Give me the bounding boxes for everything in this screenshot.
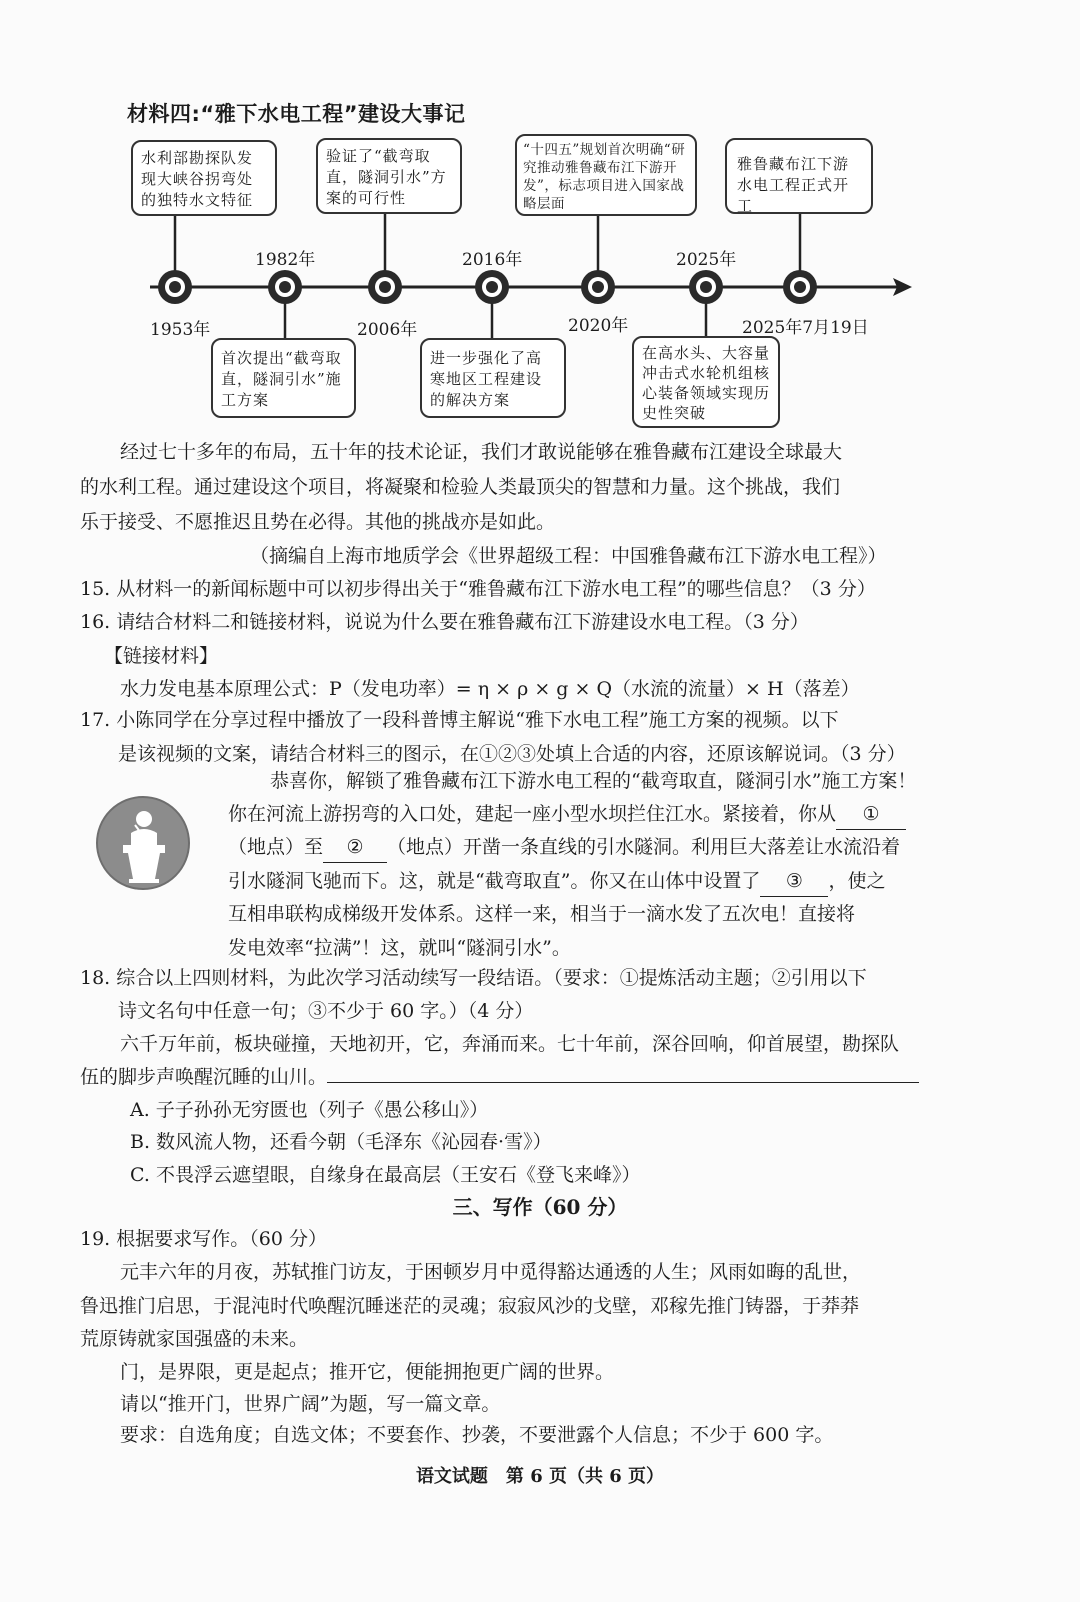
script-line-2: [228, 799, 906, 830]
blank-3[interactable]: ③: [760, 866, 828, 897]
node-2016: [475, 270, 509, 304]
blank-2[interactable]: ②: [323, 832, 387, 863]
event-box-20250719: 雅鲁藏布江下游水电工程正式开工: [725, 138, 873, 214]
question-19: 19. 根据要求写作。（60 分）: [80, 1228, 327, 1250]
event-box-2025: 在高水头、大容量冲击式水轮机组核心装备领域实现历史性突破: [632, 336, 780, 428]
script-line-3-text-a: （地点）至: [228, 836, 324, 858]
question-18-prompt-2: [80, 1062, 919, 1092]
node-20250719: [783, 270, 817, 304]
passage-line-2: 的水利工程。通过建设这个项目，将凝聚和检验人类最顶尖的智慧和力量。这个挑战，我们: [80, 476, 841, 498]
node-2006: [368, 270, 402, 304]
question-15: 15. 从材料一的新闻标题中可以初步得出关于“雅鲁藏布江下游水电工程”的哪些信息？（3 分）: [80, 578, 876, 600]
year-label-2020: 2020年: [568, 316, 629, 336]
script-line-4-text-b: ，使之: [828, 870, 886, 892]
option-a: A. 子子孙孙无穷匮也（列子《愚公移山》）: [130, 1099, 489, 1121]
question-16: 16. 请结合材料二和链接材料，说说为什么要在雅鲁藏布江下游建设水电工程。（3 分）: [80, 611, 809, 633]
event-box-1953: 水利部勘探队发现大峡谷拐弯处的独特水文特征: [131, 140, 277, 216]
node-2020: [581, 270, 615, 304]
question-18-prompt-2-text: 伍的脚步声唤醒沉睡的山川。: [80, 1066, 328, 1088]
passage-line-1: 经过七十多年的布局，五十年的技术论证，我们才敢说能够在雅鲁藏布江建设全球最大: [120, 441, 843, 463]
script-line-3: [228, 832, 900, 863]
answer-line[interactable]: [327, 1082, 919, 1083]
event-box-1982: 首次提出“截弯取直，隧洞引水”施工方案: [211, 338, 356, 418]
script-line-6: 发电效率“拉满”！这，就叫“隧洞引水”。: [228, 937, 571, 959]
q19-para-1-line-3: 荒原铸就家国强盛的未来。: [80, 1328, 309, 1350]
option-b: B. 数风流人物，还看今朝（毛泽东《沁园春·雪》）: [130, 1131, 552, 1153]
question-17-line-1: 17. 小陈同学在分享过程中播放了一段科普博主解说“雅下水电工程”施工方案的视频。以下: [80, 709, 839, 731]
q19-para-1-line-2: 鲁迅推门启思，于混沌时代唤醒沉睡迷茫的灵魂；寂寂风沙的戈壁，邓稼先推门铸器，于莽莽: [80, 1295, 860, 1317]
node-1982: [268, 270, 302, 304]
script-line-5: 互相串联构成梯级开发体系。这样一来，相当于一滴水发了五次电！直接将: [228, 903, 856, 925]
node-1953: [158, 270, 192, 304]
link-formula: 水力发电基本原理公式：P（发电功率）= η × ρ × g × Q（水流的流量）× H（落差）: [120, 678, 860, 700]
year-label-2006: 2006年: [357, 320, 418, 340]
event-box-2006: 验证了“截弯取直，隧洞引水”方案的可行性: [316, 138, 462, 214]
page-footer: 语文试题 第 6 页（共 6 页）: [415, 1466, 665, 1487]
script-line-4: [228, 866, 885, 897]
blank-1[interactable]: ①: [836, 799, 906, 830]
event-box-2020: “十四五”规划首次明确“研究推动雅鲁藏布江下游开发”，标志项目进入国家战略层面: [515, 134, 697, 216]
event-box-2016: 进一步强化了高寒地区工程建设的解决方案: [420, 338, 566, 418]
year-label-20250719: 2025年7月19日: [742, 318, 869, 338]
material4-title: 材料四:“雅下水电工程”建设大事记: [127, 102, 466, 126]
q19-para-3: 请以“推开门，世界广阔”为题，写一篇文章。: [120, 1393, 501, 1415]
year-label-1953: 1953年: [150, 320, 211, 340]
passage-source: （摘编自上海市地质学会《世界超级工程：中国雅鲁藏布江下游水电工程》）: [250, 545, 887, 567]
question-17-line-2: 是该视频的文案，请结合材料三的图示，在①②③处填上合适的内容，还原该解说词。（3 分）: [118, 743, 906, 765]
q19-para-2: 门，是界限，更是起点；推开它，便能拥抱更广阔的世界。: [120, 1361, 615, 1383]
year-label-2025: 2025年: [676, 250, 737, 270]
question-18-line-1: 18. 综合以上四则材料，为此次学习活动续写一段结语。（要求：①提炼活动主题；②引用以下: [80, 967, 867, 989]
option-c: C. 不畏浮云遮望眼，自缘身在最高层（王安石《登飞来峰》）: [130, 1164, 641, 1186]
section-3-heading: 三、写作（60 分）: [452, 1195, 628, 1219]
question-18-line-2: 诗文名句中任意一句；③不少于 60 字。）（4 分）: [118, 1000, 534, 1022]
script-line-1: 恭喜你，解锁了雅鲁藏布江下游水电工程的“截弯取直，隧洞引水”施工方案！: [270, 770, 917, 792]
passage-line-3: 乐于接受、不愿推迟且势在必得。其他的挑战亦是如此。: [80, 511, 556, 533]
question-18-prompt-1: 六千万年前，板块碰撞，天地初开，它，奔涌而来。七十年前，深谷回响，仰首展望，勘探队: [120, 1033, 900, 1055]
node-2025: [689, 270, 723, 304]
link-material-heading: 【链接材料】: [104, 645, 219, 667]
script-line-4-text-a: 引水隧洞飞驰而下。这，就是“截弯取直”。你又在山体中设置了: [228, 870, 761, 892]
script-line-3-text-b: （地点）开凿一条直线的引水隧洞。利用巨大落差让水流沿着: [387, 836, 901, 858]
year-label-1982: 1982年: [255, 250, 316, 270]
script-line-2-text: 你在河流上游拐弯的入口处，建起一座小型水坝拦住江水。紧接着，你从: [228, 803, 837, 825]
year-label-2016: 2016年: [462, 250, 523, 270]
speaker-podium-icon: [95, 795, 191, 891]
q19-para-4: 要求：自选角度；自选文体；不要套作、抄袭，不要泄露个人信息；不少于 600 字。: [120, 1424, 834, 1446]
q19-para-1-line-1: 元丰六年的月夜，苏轼推门访友，于困顿岁月中觅得豁达通透的人生；风雨如晦的乱世，: [120, 1261, 862, 1283]
